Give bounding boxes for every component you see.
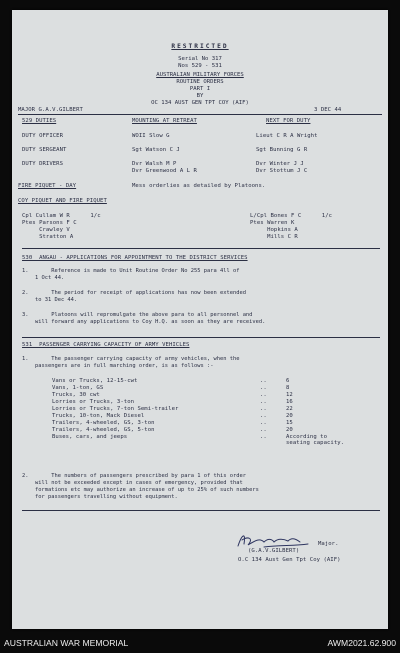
order-date: 3 DEC 44 <box>314 107 342 113</box>
vehicle-separator: .. <box>260 420 267 426</box>
mounting-at-retreat-heading: MOUNTING AT RETREAT <box>132 118 197 124</box>
vehicle-separator: .. <box>260 406 267 412</box>
section-530-para-3: 3. Platoons will repromulgate the above para to all personnel and will forward any applications to Coy H.Q. as soon as they are received. <box>22 312 266 325</box>
duty-sergeant-next: Sgt Bunning G R <box>256 147 308 153</box>
next-for-duty-heading: NEXT FOR DUTY <box>266 118 311 124</box>
vehicle-capacity: 16 <box>286 399 293 405</box>
vehicle-type: Trucks, 10-ton, Mack Diesel <box>52 413 145 419</box>
vehicle-separator: .. <box>260 413 267 419</box>
section-rule-3 <box>22 510 380 511</box>
vehicle-capacity: According to seating capacity. <box>286 434 345 447</box>
section-530-para-2: 2. The period for receipt of applications has now been extended to 31 Dec 44. <box>22 290 246 303</box>
vehicle-separator: .. <box>260 385 267 391</box>
section-rule-1 <box>22 248 380 249</box>
vehicle-separator: .. <box>260 434 267 440</box>
duty-driver-retreat-1: Dvr Walsh M P <box>132 161 177 167</box>
officer-name: MAJOR G.A.V.GILBERT <box>18 107 83 113</box>
coy-piquet-left-1: Cpl Cullam W R 1/c <box>22 213 101 219</box>
coy-piquet-heading: COY PIQUET AND FIRE PIQUET <box>18 198 107 204</box>
coy-piquet-right-4: Mills C R <box>250 234 298 240</box>
document-page <box>12 10 388 629</box>
duty-driver-next-1: Dvr Winter J J <box>256 161 304 167</box>
section-530-para-1: 1. Reference is made to Unit Routine Order No 255 para 4ll of 1 Oct 44. <box>22 268 240 281</box>
footer-accession-number: AWM2021.62.900 <box>327 638 396 648</box>
duty-officer-label: DUTY OFFICER <box>22 133 64 139</box>
vehicle-separator: .. <box>260 392 267 398</box>
duty-officer-retreat: WOII Slow G <box>132 133 170 139</box>
section-531-heading: 531 PASSENGER CARRYING CAPACITY OF ARMY VEHICLES <box>22 342 190 348</box>
vehicle-separator: .. <box>260 427 267 433</box>
vehicle-capacity: 20 <box>286 413 293 419</box>
signature-title: O.C 134 Aust Gen Tpt Coy (AIF) <box>238 557 341 563</box>
header-rule <box>18 114 382 115</box>
serial-number: Serial No 317 <box>178 56 222 62</box>
duty-driver-next-2: Dvr Stottum J C <box>256 168 308 174</box>
signature-name: (G.A.V.GILBERT) <box>248 548 300 554</box>
signature-rank: Major. <box>318 541 339 547</box>
duty-drivers-label: DUTY DRIVERS <box>22 161 64 167</box>
restricted-marking: RESTRICTED <box>171 43 229 50</box>
vehicle-type: Buses, cars, and jeeps <box>52 434 128 440</box>
order-numbers: Nos 529 - 531 <box>178 63 222 69</box>
coy-piquet-right-3: Hopkins A <box>250 227 298 233</box>
coy-piquet-right-2: Ptes Warren K <box>250 220 295 226</box>
section-530-heading: 530 ANGAU - APPLICATIONS FOR APPOINTMENT TO THE DISTRICT SERVICES <box>22 255 248 261</box>
part-title: PART I <box>189 86 211 92</box>
vehicle-capacity: 20 <box>286 427 293 433</box>
section-rule-2 <box>22 337 380 338</box>
section-531-para-1: 1. The passenger carrying capacity of army vehicles, when the passengers are in full marching order, is as follows :- <box>22 356 240 369</box>
duty-sergeant-retreat: Sgt Watson C J <box>132 147 180 153</box>
vehicle-capacity: 12 <box>286 392 293 398</box>
duty-officer-next: Lieut C R A Wright <box>256 133 318 139</box>
coy-piquet-left-4: Stratton A <box>22 234 74 240</box>
coy-piquet-right-1: L/Cpl Bones F C 1/c <box>250 213 333 219</box>
vehicle-type: Vans, 1-ton, GS <box>52 385 104 391</box>
vehicle-capacity: 15 <box>286 420 293 426</box>
vehicle-type: Trucks, 30 cwt <box>52 392 100 398</box>
duty-driver-retreat-2: Dvr Greenwood A L R <box>132 168 197 174</box>
vehicle-capacity: 6 <box>286 378 290 384</box>
fire-picquet-text: Mess orderlies as detailed by Platoons. <box>132 183 266 189</box>
vehicle-type: Trailers, 4-wheeled, GS, 5-ton <box>52 427 155 433</box>
coy-piquet-left-2: Ptes Parsons F C <box>22 220 77 226</box>
vehicle-capacity: 8 <box>286 385 290 391</box>
fire-picquet-label: FIRE PIQUET - DAY <box>18 183 77 189</box>
vehicle-type: Lorries or Trucks, 7-ton Semi-trailer <box>52 406 179 412</box>
duties-heading: 529 DUTIES <box>22 118 57 124</box>
vehicle-separator: .. <box>260 378 267 384</box>
vehicle-type: Lorries or Trucks, 3-ton <box>52 399 135 405</box>
section-531-para-2: 2. The numbers of passengers prescribed by para 1 of this order will not be exceeded except in cases of emergency, provided that formations etc may authorize an increase of up to 25% of such numbers for passengers travelling without equipment. <box>22 473 259 500</box>
forces-title: AUSTRALIAN MILITARY FORCES <box>156 72 244 78</box>
footer-archive-name: AUSTRALIAN WAR MEMORIAL <box>4 638 129 648</box>
coy-piquet-left-3: Crawley V <box>22 227 70 233</box>
vehicle-separator: .. <box>260 399 267 405</box>
duty-sergeant-label: DUTY SERGEANT <box>22 147 67 153</box>
vehicle-type: Trailers, 4-wheeled, GS, 3-ton <box>52 420 155 426</box>
by-label: BY <box>196 93 204 99</box>
vehicle-capacity: 22 <box>286 406 293 412</box>
routine-orders-title: ROUTINE ORDERS <box>176 79 224 85</box>
unit-title: OC 134 AUST GEN TPT COY (AIF) <box>151 100 249 106</box>
vehicle-type: Vans or Trucks, 12-15-cwt <box>52 378 138 384</box>
